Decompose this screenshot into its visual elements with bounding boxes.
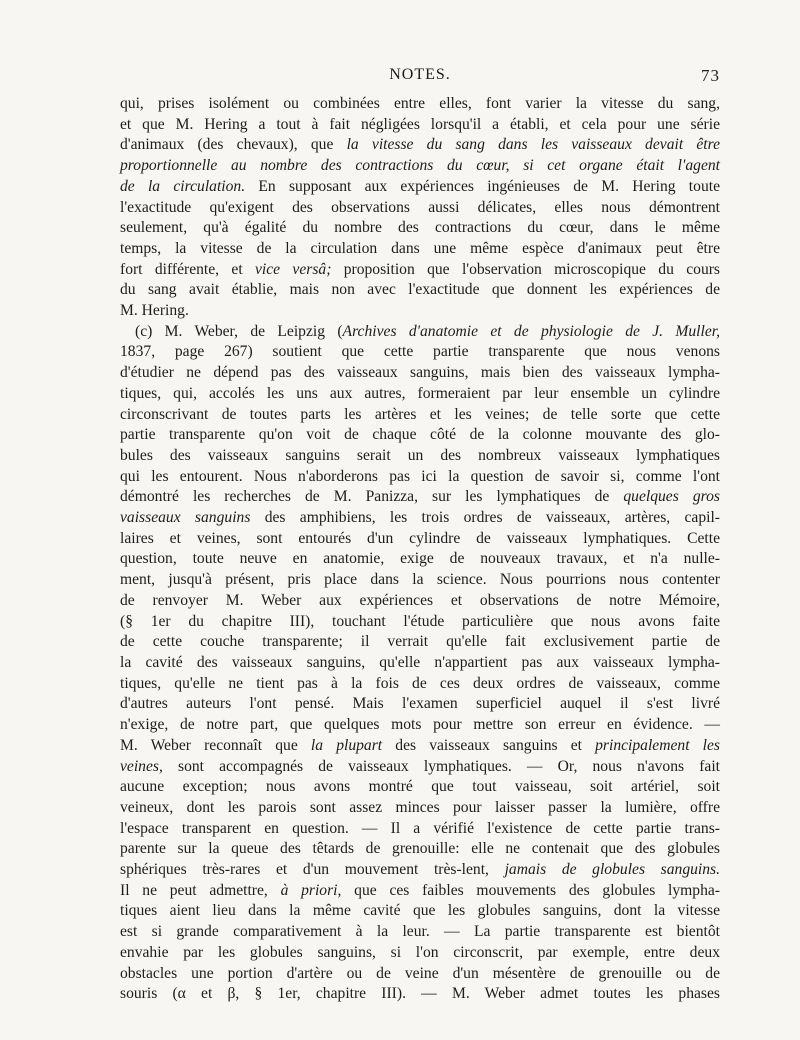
text-run: temps, la vitesse de la circulation dans une même espèce d'animaux peut être [120, 239, 720, 257]
text-run: d'autres auteurs l'ont pensé. Mais l'examen superficiel auquel il s'est livré [120, 695, 720, 713]
text-line [120, 860, 720, 881]
text-line [120, 177, 720, 198]
text-run: sphériques très-rares et d'un mouvement très-lent, [120, 861, 505, 879]
text-run: M. Hering. [120, 302, 189, 320]
italic-text: quelques gros [623, 488, 720, 506]
text-run: qui les entourent. Nous n'aborderons pas ici la question de savoir si, comme l'ont [120, 467, 720, 485]
text-line [120, 922, 720, 943]
text-run: M. Weber reconnaît que [120, 736, 311, 754]
text-run: l'espace transparent en question. — Il a vérifié l'existence de cette partie trans- [120, 819, 720, 837]
italic-text: jamais de globules sanguins. [504, 861, 721, 879]
text-run: du sang avait établie, mais non avec l'exactitude que donnent les expériences de [120, 281, 720, 299]
text-line [120, 363, 720, 384]
text-line [120, 694, 720, 715]
text-line [120, 674, 720, 695]
italic-text: veines, [120, 757, 163, 775]
italic-text: proportionnelle au nombre des contractions du cœur, si cet organe était l'agent [120, 157, 720, 175]
text-line [120, 736, 720, 757]
text-line [120, 280, 720, 301]
text-line [120, 612, 720, 633]
text-run: des amphibiens, les trois ordres de vaisseaux, artères, capil- [250, 509, 720, 527]
text-line [120, 839, 720, 860]
text-run: la cavité des vaisseaux sanguins, qu'elle n'appartient pas aux vaisseaux lympha- [120, 653, 720, 671]
text-line [120, 425, 720, 446]
text-run: En supposant aux expériences ingénieuses de M. Hering toute [245, 177, 720, 195]
text-run: laires et veines, sont entourés d'un cylindre de vaisseaux lymphatiques. Cette [120, 529, 720, 547]
text-line [120, 198, 720, 219]
page-number: 73 [701, 66, 720, 85]
text-line [120, 405, 720, 426]
text-run: n'exige, de notre part, que quelques mots pour mettre son erreur en évidence. — [120, 716, 720, 734]
text-run: tiques, qui, accolés les uns aux autres, formeraient par leur ensemble un cylindre [120, 384, 720, 402]
text-run: veineux, dont les parois sont assez minces pour laisser passer la lumière, offre [120, 798, 720, 816]
text-run: aucune exception; nous avons montré que tout vaisseau, soit artériel, soit [120, 778, 720, 796]
italic-text: à priori, [280, 881, 342, 899]
text-line [120, 384, 720, 405]
text-run: seulement, qu'à égalité du nombre des contractions du cœur, dans le même [120, 219, 720, 237]
text-line [120, 984, 720, 1005]
text-line [120, 777, 720, 798]
text-run: obstacles une portion d'artère ou de veine d'un mésentère de grenouille ou de [120, 964, 720, 982]
italic-text: de la circulation. [120, 177, 246, 195]
text-run: 1837, page 267) soutient que cette partie transparente que nous venons [120, 343, 720, 361]
text-run: parente sur la queue des têtards de grenouille: elle ne contenait que des globules [120, 840, 720, 858]
text-run: question, toute neuve en anatomie, exige de nouveaux travaux, et n'a nulle- [120, 550, 720, 568]
text-run: fort différente, et [120, 260, 255, 278]
text-line [120, 881, 720, 902]
running-header [120, 66, 720, 88]
header-title: NOTES. [389, 66, 451, 83]
text-line [120, 301, 720, 322]
text-run: que ces faibles mouvements des globules lympha- [341, 881, 720, 899]
text-run: de cette couche transparente; il verrait qu'elle fait exclusivement partie de [120, 633, 720, 651]
text-line [120, 632, 720, 653]
text-run: et que M. Hering a tout à fait négligées lorsqu'il a établi, et cela pour une série [120, 115, 720, 133]
text-run: proposition que l'observation microscopique du cours [331, 260, 721, 278]
text-run: souris (α et β, § 1er, chapitre III). — M. Weber admet toutes les phases [120, 985, 720, 1003]
italic-text: la plupart [310, 736, 383, 754]
text-line [120, 901, 720, 922]
text-line [120, 239, 720, 260]
text-line [120, 156, 720, 177]
text-line [120, 508, 720, 529]
text-line [120, 260, 720, 281]
text-run: des vaisseaux sanguins et [382, 736, 596, 754]
text-run: d'étudier ne dépend pas des vaisseaux sanguins, mais bien des vaisseaux lympha- [120, 364, 720, 382]
text-run: sont accompagnés de vaisseaux lymphatiques. — Or, nous n'avons fait [162, 757, 720, 775]
text-line [120, 964, 720, 985]
text-line [120, 467, 720, 488]
text-line [120, 943, 720, 964]
text-run: partie transparente qu'on voit de chaque côté de la colonne mouvante des glo- [120, 426, 720, 444]
text-line [120, 487, 720, 508]
text-line [120, 115, 720, 136]
text-line [120, 715, 720, 736]
text-run: bules des vaisseaux sanguins serait un des nombreux vaisseaux lymphatiques [120, 446, 720, 464]
text-run: Il ne peut admettre, [120, 881, 281, 899]
text-line [120, 446, 720, 467]
text-run: envahie par les globules sanguins, si l'on circonscrit, par exemple, entre deux [120, 943, 720, 961]
text-line [120, 549, 720, 570]
text-run: est si grande comparativement à la leur. — La partie transparente est bientôt [120, 923, 720, 941]
text-line [120, 819, 720, 840]
text-run: de renvoyer M. Weber aux expériences et observations de notre Mémoire, [120, 591, 720, 609]
text-line [120, 653, 720, 674]
text-run: qui, prises isolément ou combinées entre elles, font varier la vitesse du sang, [120, 95, 720, 112]
italic-text: principalement les [595, 736, 721, 754]
italic-text: la vitesse du sang dans les vaisseaux devait être [346, 136, 721, 154]
text-run: circonscrivant de toutes parts les artères et les veines; de telle sorte que cette [120, 405, 720, 423]
text-run: (c) M. Weber, de Leipzig ( [135, 322, 343, 340]
text-line [120, 591, 720, 612]
text-run: démontré les recherches de M. Panizza, sur les lymphatiques de [120, 488, 624, 506]
text-run: ment, jusqu'à présent, pris place dans la science. Nous pourrions nous contenter [120, 571, 720, 589]
text-line [120, 322, 720, 343]
text-line [120, 757, 720, 778]
italic-text: Archives d'anatomie et de physiologie de J. Muller, [342, 322, 720, 340]
text-line [120, 135, 720, 156]
text-run: (§ 1er du chapitre III), touchant l'étude particulière que nous avons faite [120, 612, 720, 630]
text-run: tiques aient lieu dans la même cavité que les globules sanguins, dont la vitesse [120, 902, 720, 920]
italic-text: vaisseaux sanguins [120, 509, 251, 527]
italic-text: vice versâ; [254, 260, 332, 278]
text-line [120, 342, 720, 363]
body-text [120, 94, 720, 1005]
text-line [120, 94, 720, 115]
text-run: l'exactitude qu'exigent des observations aussi délicates, elles nous démontrent [120, 198, 720, 216]
text-run: tiques, qu'elle ne tient pas à la fois de ces deux ordres de vaisseaux, comme [120, 674, 720, 692]
text-line [120, 218, 720, 239]
text-line [120, 798, 720, 819]
text-line [120, 529, 720, 550]
text-run: d'animaux (des chevaux), que [120, 136, 347, 154]
text-line [120, 570, 720, 591]
